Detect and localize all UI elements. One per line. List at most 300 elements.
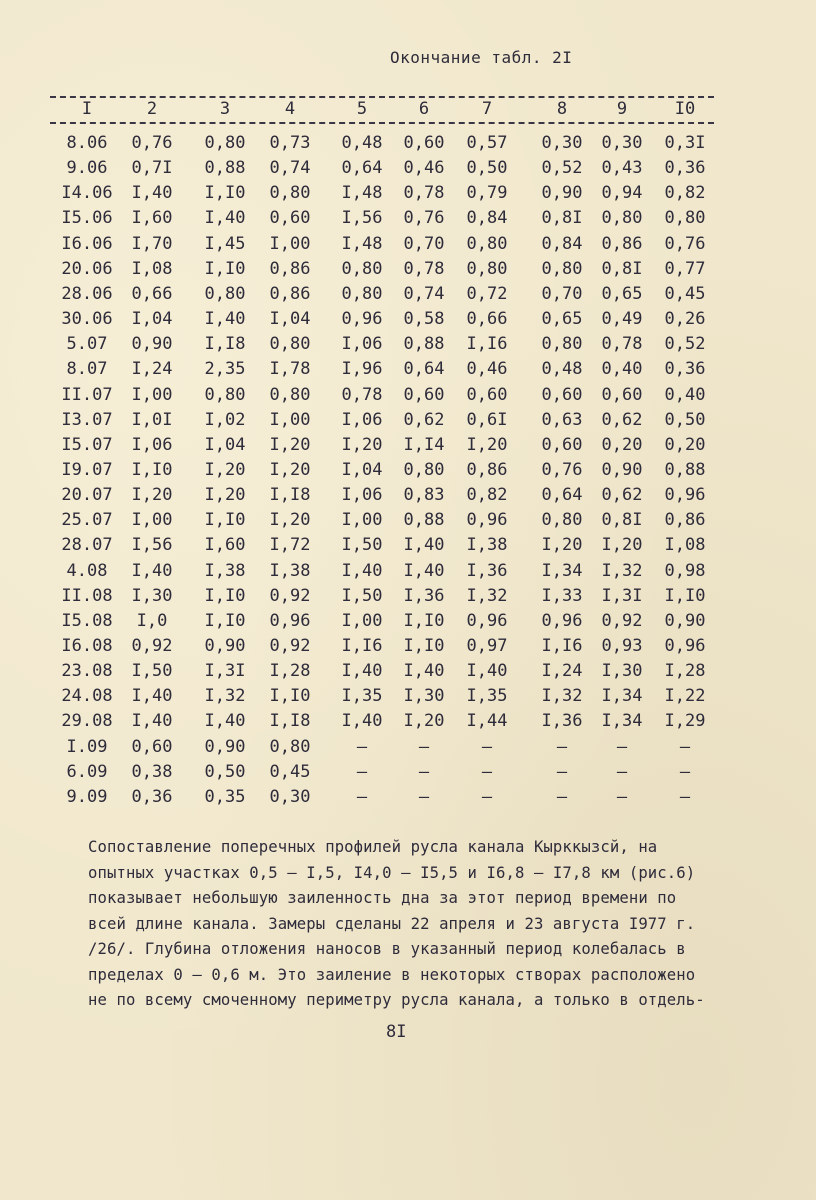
value-cell: – — [556, 761, 568, 782]
value-cell: I,72 — [269, 535, 311, 556]
value-cell: I,40 — [204, 711, 246, 732]
value-cell: 0,57 — [466, 133, 508, 153]
value-cell: 0,52 — [541, 158, 583, 179]
value-cell: I,00 — [269, 409, 311, 430]
paragraph-line: показывает небольшую заиленность дна за этот период времени по — [88, 889, 677, 907]
value-cell: I,34 — [601, 686, 643, 707]
value-cell: I,24 — [541, 661, 583, 682]
value-cell: 0,3I — [664, 133, 706, 153]
value-cell: – — [616, 761, 628, 782]
value-cell: 0,45 — [664, 283, 706, 304]
date-cell: I5.06 — [61, 208, 113, 229]
value-cell: I,22 — [664, 686, 706, 707]
value-cell: 0,65 — [541, 309, 583, 330]
date-cell: 8.07 — [66, 359, 108, 380]
date-cell: 28.07 — [61, 535, 113, 556]
value-cell: 0,78 — [403, 258, 445, 279]
date-cell: 25.07 — [61, 510, 113, 531]
value-cell: 0,82 — [664, 183, 706, 204]
paragraph-line: не по всему смоченному периметру русла канала, а только в отдель- — [88, 991, 705, 1009]
value-cell: 0,46 — [403, 158, 445, 179]
value-cell: I,29 — [664, 711, 706, 732]
column-header: 8 — [556, 99, 568, 119]
value-cell: I,3I — [204, 661, 246, 682]
value-cell: 0,76 — [403, 208, 445, 229]
value-cell: 0,8I — [601, 258, 643, 279]
value-cell: I,I8 — [269, 711, 311, 732]
table-row — [0, 535, 816, 560]
value-cell: 0,43 — [601, 158, 643, 179]
column-header: 2 — [146, 99, 158, 119]
value-cell: I,0I — [131, 409, 173, 430]
date-cell: I.09 — [66, 736, 108, 757]
value-cell: I,36 — [541, 711, 583, 732]
value-cell: 0,78 — [341, 384, 383, 405]
value-cell: 0,92 — [601, 610, 643, 631]
value-cell: I,20 — [204, 485, 246, 506]
value-cell: 0,83 — [403, 485, 445, 506]
value-cell: I,20 — [269, 459, 311, 480]
value-cell: I,35 — [341, 686, 383, 707]
table-row — [0, 561, 816, 586]
column-header: 5 — [356, 99, 368, 119]
value-cell: I,00 — [341, 610, 383, 631]
value-cell: – — [356, 736, 368, 757]
value-cell: 0,64 — [341, 158, 383, 179]
value-cell: 0,70 — [403, 233, 445, 254]
value-cell: 0,80 — [341, 258, 383, 279]
table-header — [0, 99, 816, 121]
value-cell: 0,64 — [541, 485, 583, 506]
value-cell: 0,76 — [664, 233, 706, 254]
value-cell: I,04 — [131, 309, 173, 330]
value-cell: I,40 — [204, 309, 246, 330]
value-cell: 0,45 — [269, 761, 311, 782]
value-cell: – — [481, 736, 493, 757]
value-cell: 0,30 — [541, 133, 583, 153]
value-cell: 0,80 — [204, 283, 246, 304]
value-cell: I,24 — [131, 359, 173, 380]
value-cell: I,96 — [341, 359, 383, 380]
column-header: 4 — [284, 99, 296, 119]
value-cell: I,36 — [403, 585, 445, 606]
value-cell: I,3I — [601, 585, 643, 606]
value-cell: 0,88 — [403, 510, 445, 531]
table-row — [0, 711, 816, 736]
value-cell: I,28 — [269, 661, 311, 682]
value-cell: 0,86 — [269, 258, 311, 279]
value-cell: 0,36 — [664, 359, 706, 380]
value-cell: I,50 — [341, 535, 383, 556]
value-cell: 0,80 — [466, 233, 508, 254]
value-cell: 0,40 — [601, 359, 643, 380]
value-cell: I,00 — [131, 510, 173, 531]
value-cell: 0,77 — [664, 258, 706, 279]
date-cell: I5.08 — [61, 610, 113, 631]
value-cell: 0,78 — [403, 183, 445, 204]
table-row — [0, 686, 816, 711]
value-cell: – — [556, 786, 568, 807]
value-cell: I,40 — [341, 711, 383, 732]
value-cell: 0,80 — [341, 283, 383, 304]
value-cell: 0,60 — [466, 384, 508, 405]
value-cell: 0,52 — [664, 334, 706, 355]
value-cell: 0,92 — [269, 636, 311, 656]
value-cell: – — [679, 761, 691, 782]
table-row — [0, 410, 816, 435]
value-cell: 0,48 — [541, 359, 583, 380]
value-cell: 0,96 — [341, 309, 383, 330]
value-cell: 0,60 — [403, 133, 445, 153]
value-cell: I,30 — [131, 585, 173, 606]
value-cell: 0,80 — [541, 258, 583, 279]
column-header: 9 — [616, 99, 628, 119]
paragraph-line: опытных участках 0,5 – I,5, I4,0 – I5,5 и I6,8 – I7,8 км (рис.6) — [88, 863, 696, 882]
value-cell: 0,8I — [541, 208, 583, 229]
value-cell: I,78 — [269, 359, 311, 380]
column-header: I0 — [674, 99, 696, 119]
value-cell: I,60 — [131, 208, 173, 229]
date-cell: 30.06 — [61, 309, 113, 330]
table-row — [0, 586, 816, 611]
value-cell: I,I0 — [269, 686, 311, 707]
value-cell: 0,94 — [601, 183, 643, 204]
value-cell: 0,90 — [204, 736, 246, 757]
value-cell: I,I0 — [204, 610, 246, 631]
value-cell: 0,96 — [269, 610, 311, 631]
value-cell: 0,36 — [664, 158, 706, 179]
value-cell: 0,80 — [403, 459, 445, 480]
value-cell: 0,20 — [601, 434, 643, 455]
value-cell: I,I0 — [664, 585, 706, 606]
value-cell: 0,63 — [541, 409, 583, 430]
date-cell: I4.06 — [61, 183, 113, 204]
value-cell: I,I6 — [466, 334, 508, 355]
value-cell: I,36 — [466, 560, 508, 581]
table-row — [0, 334, 816, 359]
value-cell: 0,80 — [204, 133, 246, 153]
value-cell: 0,40 — [664, 384, 706, 405]
value-cell: 0,6I — [466, 409, 508, 430]
value-cell: I,40 — [341, 560, 383, 581]
value-cell: 0,90 — [601, 459, 643, 480]
value-cell: I,00 — [269, 233, 311, 254]
value-cell: I,I0 — [403, 636, 445, 656]
table-row — [0, 359, 816, 384]
value-cell: 0,60 — [269, 208, 311, 229]
value-cell: I,30 — [601, 661, 643, 682]
value-cell: I,38 — [269, 560, 311, 581]
value-cell: 0,72 — [466, 283, 508, 304]
value-cell: – — [616, 736, 628, 757]
value-cell: I,50 — [341, 585, 383, 606]
value-cell: I,20 — [269, 510, 311, 531]
value-cell: 0,62 — [601, 485, 643, 506]
date-cell: 9.09 — [66, 786, 108, 807]
value-cell: I,I0 — [204, 585, 246, 606]
paragraph-line: Сопоставление поперечных профилей русла канала Кырккызсй, на — [88, 838, 658, 856]
value-cell: 0,30 — [269, 786, 311, 807]
table-row — [0, 234, 816, 259]
value-cell: I,02 — [204, 409, 246, 430]
value-cell: 0,62 — [403, 409, 445, 430]
value-cell: – — [418, 786, 430, 807]
table-row — [0, 284, 816, 309]
column-header: 3 — [219, 99, 231, 119]
value-cell: 0,64 — [403, 359, 445, 380]
value-cell: 0,80 — [601, 208, 643, 229]
value-cell: I,48 — [341, 183, 383, 204]
value-cell: I,40 — [131, 686, 173, 707]
table-row — [0, 460, 816, 485]
paragraph-line: пределах 0 – 0,6 м. Это заиление в некоторых створах расположено — [88, 965, 696, 984]
table-row — [0, 435, 816, 460]
value-cell: 0,60 — [601, 384, 643, 405]
value-cell: I,04 — [269, 309, 311, 330]
value-cell: 0,80 — [204, 384, 246, 405]
value-cell: – — [356, 786, 368, 807]
value-cell: I,I0 — [204, 258, 246, 279]
value-cell: 0,70 — [541, 283, 583, 304]
value-cell: 0,36 — [131, 786, 173, 807]
value-cell: 0,86 — [269, 283, 311, 304]
value-cell: – — [679, 736, 691, 757]
value-cell: 0,50 — [466, 158, 508, 179]
value-cell: I,30 — [403, 686, 445, 707]
value-cell: I,40 — [341, 661, 383, 682]
value-cell: – — [481, 761, 493, 782]
date-cell: 6.09 — [66, 761, 108, 782]
value-cell: – — [418, 736, 430, 757]
value-cell: – — [418, 761, 430, 782]
value-cell: I,38 — [204, 560, 246, 581]
value-cell: I,20 — [341, 434, 383, 455]
table-row — [0, 762, 816, 787]
value-cell: 0,73 — [269, 133, 311, 153]
value-cell: 0,49 — [601, 309, 643, 330]
value-cell: 0,58 — [403, 309, 445, 330]
value-cell: 0,80 — [269, 183, 311, 204]
value-cell: 0,60 — [403, 384, 445, 405]
date-cell: II.08 — [61, 585, 113, 606]
value-cell: 0,90 — [541, 183, 583, 204]
value-cell: I,20 — [131, 485, 173, 506]
value-cell: 0,86 — [601, 233, 643, 254]
table-row — [0, 510, 816, 535]
value-cell: 0,74 — [269, 158, 311, 179]
value-cell: 0,8I — [601, 510, 643, 531]
value-cell: 0,20 — [664, 434, 706, 455]
value-cell: – — [481, 786, 493, 807]
value-cell: 0,84 — [466, 208, 508, 229]
value-cell: 0,80 — [269, 334, 311, 355]
value-cell: 0,88 — [403, 334, 445, 355]
value-cell: 0,93 — [601, 636, 643, 656]
value-cell: 0,80 — [541, 334, 583, 355]
value-cell: 0,84 — [541, 233, 583, 254]
value-cell: 0,76 — [131, 133, 173, 153]
value-cell: I,34 — [541, 560, 583, 581]
value-cell: 0,30 — [601, 133, 643, 153]
date-cell: 9.06 — [66, 158, 108, 179]
value-cell: I,06 — [341, 334, 383, 355]
date-cell: II.07 — [61, 384, 113, 405]
value-cell: I,00 — [131, 384, 173, 405]
value-cell: 0,60 — [541, 434, 583, 455]
value-cell: I,I0 — [204, 183, 246, 204]
value-cell: I,20 — [403, 711, 445, 732]
table-row — [0, 309, 816, 334]
value-cell: I,04 — [204, 434, 246, 455]
value-cell: 0,66 — [466, 309, 508, 330]
value-cell: 0,86 — [466, 459, 508, 480]
value-cell: 0,80 — [269, 736, 311, 757]
value-cell: – — [616, 786, 628, 807]
value-cell: 0,60 — [131, 736, 173, 757]
value-cell: I,06 — [341, 485, 383, 506]
date-cell: 5.07 — [66, 334, 108, 355]
value-cell: I,I6 — [341, 636, 383, 656]
value-cell: I,40 — [403, 535, 445, 556]
date-cell: 20.06 — [61, 258, 113, 279]
date-cell: I3.07 — [61, 409, 113, 430]
table-row — [0, 636, 816, 661]
value-cell: 0,97 — [466, 636, 508, 656]
value-cell: 0,65 — [601, 283, 643, 304]
value-cell: I,40 — [403, 560, 445, 581]
value-cell: I,0 — [136, 610, 168, 631]
table-row — [0, 133, 816, 158]
value-cell: I,28 — [664, 661, 706, 682]
value-cell: I,I0 — [131, 459, 173, 480]
value-cell: 0,80 — [664, 208, 706, 229]
value-cell: 0,66 — [131, 283, 173, 304]
value-cell: I,40 — [131, 560, 173, 581]
value-cell: 0,88 — [204, 158, 246, 179]
value-cell: 0,80 — [269, 384, 311, 405]
value-cell: I,40 — [131, 183, 173, 204]
value-cell: I,32 — [541, 686, 583, 707]
date-cell: I6.08 — [61, 636, 113, 656]
date-cell: 23.08 — [61, 661, 113, 682]
value-cell: I,32 — [601, 560, 643, 581]
table-row — [0, 385, 816, 410]
value-cell: 2,35 — [204, 359, 246, 380]
date-cell: 4.08 — [66, 560, 108, 581]
value-cell: 0,90 — [131, 334, 173, 355]
value-cell: I,33 — [541, 585, 583, 606]
value-cell: 0,86 — [664, 510, 706, 531]
value-cell: 0,98 — [664, 560, 706, 581]
value-cell: I,I6 — [541, 636, 583, 656]
value-cell: 0,90 — [204, 636, 246, 656]
value-cell: 0,79 — [466, 183, 508, 204]
value-cell: I,I4 — [403, 434, 445, 455]
value-cell: I,08 — [131, 258, 173, 279]
value-cell: I,40 — [204, 208, 246, 229]
table-row — [0, 208, 816, 233]
value-cell: 0,46 — [466, 359, 508, 380]
body-paragraph — [88, 838, 728, 1017]
value-cell: 0,48 — [341, 133, 383, 153]
value-cell: I,I8 — [269, 485, 311, 506]
value-cell: 0,96 — [664, 485, 706, 506]
paragraph-line: /26/. Глубина отложения наносов в указанный период колебалась в — [88, 940, 686, 958]
value-cell: 0,96 — [664, 636, 706, 656]
value-cell: 0,96 — [466, 610, 508, 631]
value-cell: I,20 — [601, 535, 643, 556]
value-cell: I,56 — [131, 535, 173, 556]
page-number: 8I — [386, 1022, 407, 1042]
table-row — [0, 611, 816, 636]
value-cell: I,06 — [131, 434, 173, 455]
value-cell: 0,76 — [541, 459, 583, 480]
value-cell: 0,60 — [541, 384, 583, 405]
value-cell: 0,38 — [131, 761, 173, 782]
column-header: 6 — [418, 99, 430, 119]
value-cell: I,60 — [204, 535, 246, 556]
value-cell: I,I8 — [204, 334, 246, 355]
table-row — [0, 737, 816, 762]
value-cell: 0,74 — [403, 283, 445, 304]
date-cell: I6.06 — [61, 233, 113, 254]
value-cell: I,00 — [341, 510, 383, 531]
column-header: 7 — [481, 99, 493, 119]
value-cell: 0,78 — [601, 334, 643, 355]
value-cell: 0,7I — [131, 158, 173, 179]
value-cell: 0,50 — [204, 761, 246, 782]
value-cell: 0,80 — [541, 510, 583, 531]
value-cell: I,I0 — [403, 610, 445, 631]
value-cell: I,06 — [341, 409, 383, 430]
value-cell: 0,82 — [466, 485, 508, 506]
value-cell: I,04 — [341, 459, 383, 480]
value-cell: I,I0 — [204, 510, 246, 531]
value-cell: I,45 — [204, 233, 246, 254]
date-cell: 29.08 — [61, 711, 113, 732]
value-cell: I,40 — [466, 661, 508, 682]
value-cell: I,44 — [466, 711, 508, 732]
header-top-rule — [50, 96, 714, 98]
value-cell: 0,62 — [601, 409, 643, 430]
value-cell: I,38 — [466, 535, 508, 556]
value-cell: – — [556, 736, 568, 757]
value-cell: I,20 — [541, 535, 583, 556]
value-cell: 0,92 — [269, 585, 311, 606]
value-cell: I,50 — [131, 661, 173, 682]
value-cell: I,20 — [204, 459, 246, 480]
value-cell: I,35 — [466, 686, 508, 707]
date-cell: 8.06 — [66, 133, 108, 153]
table-row — [0, 158, 816, 183]
date-cell: I5.07 — [61, 434, 113, 455]
value-cell: 0,90 — [664, 610, 706, 631]
value-cell: I,56 — [341, 208, 383, 229]
value-cell: 0,26 — [664, 309, 706, 330]
header-bottom-rule — [50, 122, 714, 124]
date-cell: 24.08 — [61, 686, 113, 707]
value-cell: I,08 — [664, 535, 706, 556]
value-cell: I,40 — [403, 661, 445, 682]
table-row — [0, 183, 816, 208]
value-cell: 0,80 — [466, 258, 508, 279]
value-cell: 0,88 — [664, 459, 706, 480]
value-cell: I,32 — [204, 686, 246, 707]
table-row — [0, 661, 816, 686]
value-cell: 0,92 — [131, 636, 173, 656]
date-cell: 28.06 — [61, 283, 113, 304]
value-cell: I,20 — [269, 434, 311, 455]
